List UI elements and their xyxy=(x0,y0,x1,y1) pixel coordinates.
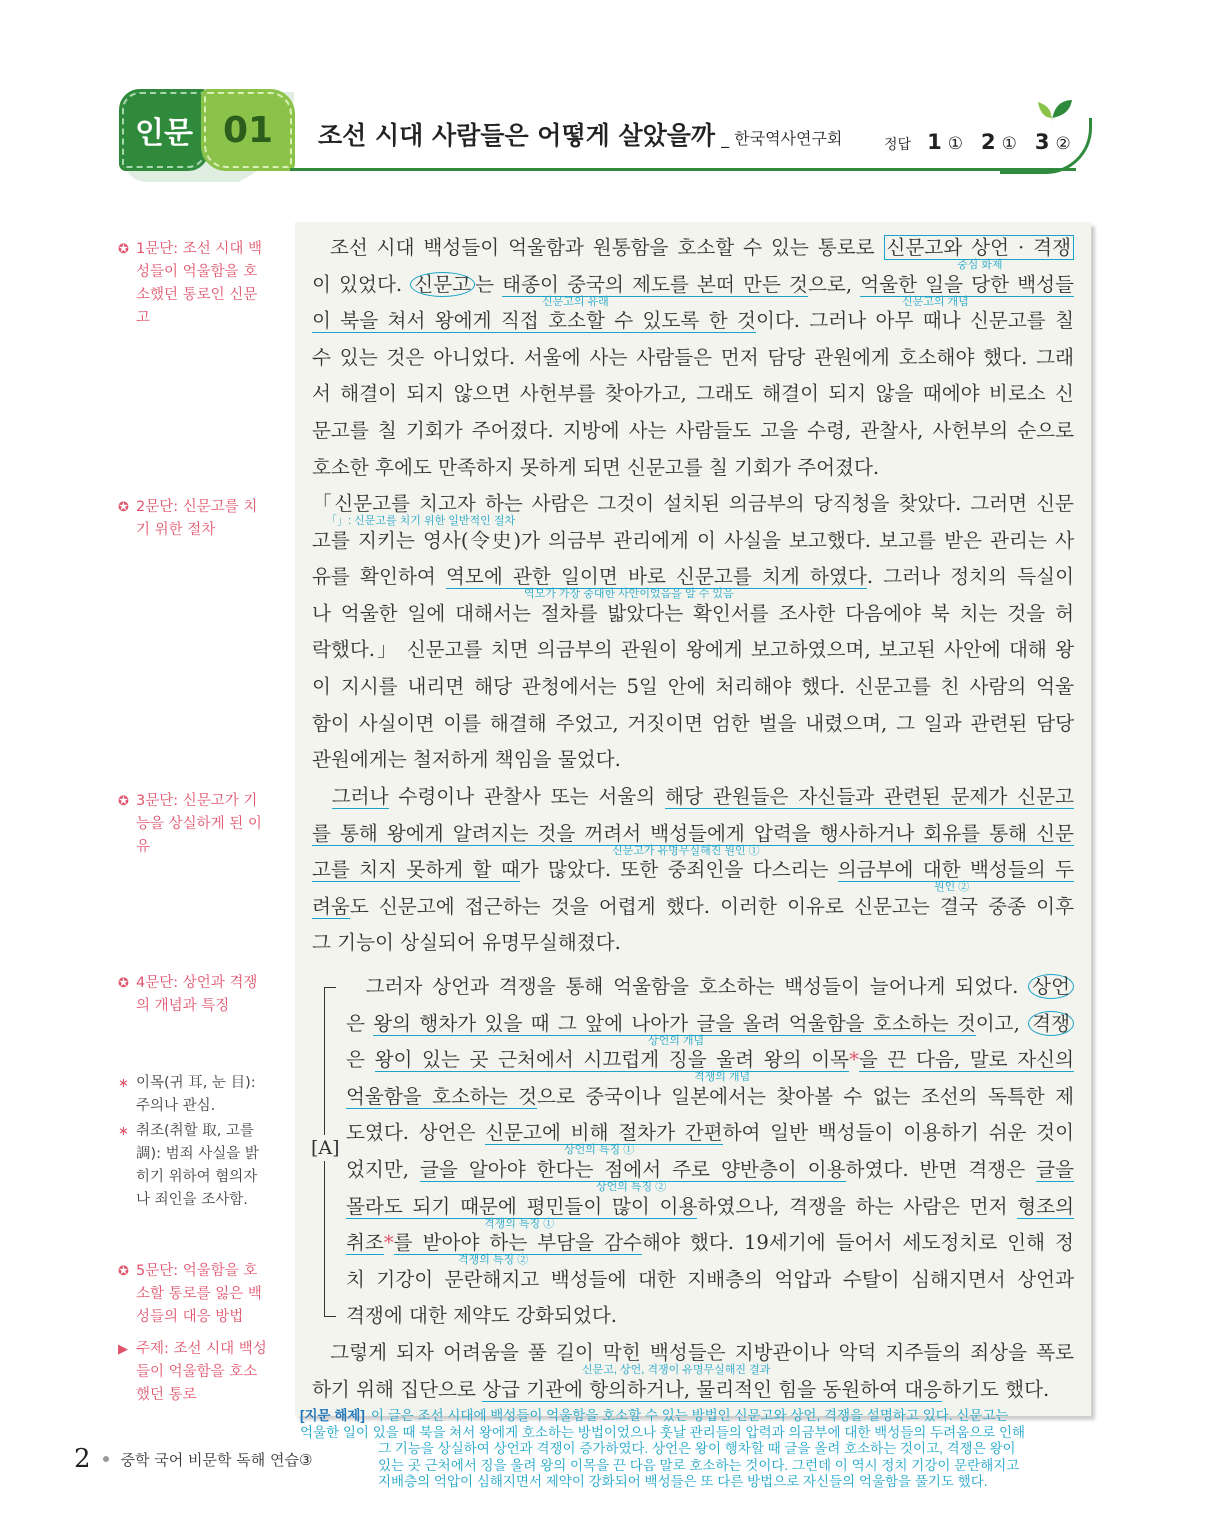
underlined-text: 을 끈 다음, 말로 자신의 xyxy=(858,1048,1074,1072)
underlined-text: 고를 치지 못하게 할 때 xyxy=(312,858,520,882)
commentary-line: 억울한 일이 있을 때 북을 쳐서 왕에게 호소하는 방법이었으나 훗날 관리들의 압력과 의금부에 대한 백성들의 두려움으로 인해 xyxy=(300,1424,1026,1440)
annotation: 격쟁의 특징 ① xyxy=(484,1217,555,1230)
title-text: 조선 시대 사람들은 어떻게 살았을까 xyxy=(318,121,716,150)
answer-key xyxy=(884,130,1083,154)
underlined-text: 왕이 있는 곳 근처에서 시끄럽게 징을 울려 왕의 이목 xyxy=(374,1048,850,1072)
underlined-text: 의금부에 대한 백성들의 두 xyxy=(837,858,1075,882)
text-run: 으로 중국이나 일본에서는 찾아볼 수 없는 조선의 독특한 제 xyxy=(537,1084,1074,1108)
underlined-text: 왕의 행차가 있을 때 그 앞에 나아가 글을 올려 억울함을 호소하는 것 xyxy=(373,1011,976,1035)
text-run: 은 xyxy=(346,1011,374,1035)
text-run: 수령이나 관찰사 또는 서울의 xyxy=(388,785,666,808)
text-line: 치 기강이 문란해지고 백성들에 대한 지배층의 억압과 수탈이 심해지면서 상언과 xyxy=(346,1267,1074,1291)
underlined-text: 형조의 xyxy=(1017,1194,1075,1218)
page-title xyxy=(318,116,842,152)
text-run: 유를 확인하여 xyxy=(312,565,446,589)
text-line xyxy=(312,559,1074,601)
summary-text: 1문단: 조선 시대 백성들이 억울함을 호소했던 통로인 신문고 xyxy=(136,241,262,326)
text-run: 그러자 상언과 격쟁을 통해 억울함을 호소하는 백성들이 늘어나게 되었다. xyxy=(365,975,1029,998)
label-a: [A] xyxy=(311,1137,340,1159)
annotation: 신문고의 개념 xyxy=(902,295,969,308)
answer-choice: ② xyxy=(1055,134,1071,154)
answer-label: 정답 xyxy=(884,137,912,153)
text-line xyxy=(312,267,1074,308)
glossary-2 xyxy=(118,1120,270,1212)
text-run: 었지만, xyxy=(346,1157,420,1181)
text-line xyxy=(312,303,1074,340)
paragraph-3 xyxy=(312,779,1074,962)
page-footer xyxy=(74,1444,312,1474)
text-run: 해야 했다. 19세기에 들어서 세도정치로 인해 정 xyxy=(641,1231,1074,1255)
commentary-line xyxy=(300,1408,1080,1425)
text-run: . 그러나 정치의 득실이 xyxy=(866,565,1074,589)
annotation: 상언의 개념 xyxy=(648,1034,705,1047)
underlined-text: 취조 xyxy=(346,1231,384,1255)
text-line: 락했다.」 신문고를 치면 의금부의 관원이 왕에게 보고하였으며, 보고된 사안에 대해 왕 xyxy=(312,638,1074,662)
text-line: 함이 사실이면 이를 해결해 주었고, 거짓이면 엄한 벌을 내렸으며, 그 일과 관련된 담당 xyxy=(312,711,1074,735)
asterisk-mark: * xyxy=(383,1231,394,1255)
paragraph-4 xyxy=(346,969,1074,1335)
sidebar-summary-1 xyxy=(118,238,270,330)
underlined-text: 그러나 xyxy=(331,785,389,808)
underlined-text: 글을 xyxy=(1036,1157,1074,1181)
text-run: 도 신문고에 접근하는 것을 어렵게 했다. 이러한 이유로 신문고는 결국 중종 이후 xyxy=(349,894,1074,918)
text-line xyxy=(312,1335,1074,1376)
annotation: 역모가 가장 중대한 사안이었음을 알 수 있음 xyxy=(524,588,734,601)
bullet-icon: ✪ xyxy=(118,500,129,515)
commentary-text: 이 글은 조선 시대에 백성들이 억울함을 호소할 수 있는 방법인 신문고와 상언, 격쟁을 설명하고 있다. 신문고는 xyxy=(370,1408,1009,1423)
text-line xyxy=(346,1189,1075,1230)
annotation: 중심 화제 xyxy=(957,259,1003,271)
text-run: 는 xyxy=(475,272,503,296)
text-line: 격쟁에 대한 제약도 강화되었다. xyxy=(346,1304,617,1328)
underlined-text: 를 받아야 하는 부담을 감수 xyxy=(393,1231,642,1255)
bullet-icon: ✪ xyxy=(118,1264,129,1279)
answer-choice: ① xyxy=(947,134,963,154)
text-line xyxy=(346,1225,1074,1267)
text-line xyxy=(312,816,1074,857)
passage-commentary xyxy=(300,1408,1080,1491)
bullet-icon: ✪ xyxy=(118,976,129,991)
lesson-number-badge: 01 xyxy=(204,92,292,168)
paragraph-1 xyxy=(312,230,1074,486)
sidebar-theme xyxy=(118,1338,270,1407)
text-line: 호소한 후에도 만족하지 못하게 되면 신문고를 칠 기회가 주어졌다. xyxy=(312,455,880,479)
bullet-icon: ✪ xyxy=(118,794,129,809)
text-run: 이고, xyxy=(975,1011,1029,1035)
commentary-line: 지배층의 억압이 심해지면서 제약이 강화되어 백성들은 또 다른 방법으로 자신들의 억울함을 풀기도 했다. xyxy=(378,1474,988,1489)
underlined-text: 억울함을 호소하는 것 xyxy=(346,1084,538,1108)
text-line xyxy=(312,486,1074,527)
answer-number: 1 xyxy=(927,130,942,154)
commentary-tag: [지문 해제] xyxy=(300,1408,365,1423)
text-run: 도였다. 상언은 xyxy=(346,1121,486,1145)
underlined-text: 신문고에 비해 절차가 간편 xyxy=(485,1121,723,1145)
circled-word: 상언 xyxy=(1028,974,1074,999)
text-line: 고를 지키는 영사(令史)가 의금부 관리에게 이 사실을 보고했다. 보고를 받은 관리는 사 xyxy=(312,528,1074,552)
sidebar-summary-2 xyxy=(118,496,270,542)
author-text: _ 한국역사연구회 xyxy=(721,129,843,148)
answer-choice: ① xyxy=(1001,134,1017,154)
annotation: 신문고, 상언, 격쟁이 유명무실해진 결과 xyxy=(582,1364,771,1376)
sidebar-summary-4 xyxy=(118,972,270,1018)
paragraph-5 xyxy=(312,1335,1074,1408)
commentary-line: 그 기능을 상실하여 상언과 격쟁이 증가하였다. 상언은 왕이 행차할 때 글을 올려 호소하는 것이고, 격쟁은 왕이 xyxy=(378,1441,1016,1456)
asterisk-icon: ∗ xyxy=(118,1124,129,1139)
text-run: 은 xyxy=(346,1048,375,1072)
text-line xyxy=(312,889,1074,926)
sprout-icon xyxy=(1030,98,1074,124)
text-line: 이 지시를 내리면 해당 관청에서는 5일 안에 처리해야 했다. 신문고를 친 사람의 억울 xyxy=(312,674,1074,698)
text-run: 하여 일반 백성들이 이용하기 쉬운 것이 xyxy=(722,1121,1075,1145)
text-run: 하였다. 반면 격쟁은 xyxy=(845,1157,1037,1181)
category-badge: 인문 xyxy=(122,92,206,168)
theme-text: 주제: 조선 시대 백성들이 억울함을 호소했던 통로 xyxy=(136,1341,267,1403)
page-number: 2 xyxy=(74,1444,91,1474)
annotation: 신문고가 유명무실해진 원인 ① xyxy=(612,844,760,857)
paragraph-2 xyxy=(312,486,1074,779)
underlined-text: 려움 xyxy=(312,894,350,918)
text-run: 하기 위해 집단으로 xyxy=(312,1377,483,1401)
text-line: 관원에게는 철저하게 책임을 물었다. xyxy=(312,748,621,772)
text-line: 수 있는 것은 아니었다. 서울에 사는 사람들은 먼저 담당 관원에게 호소해야 했다. 그래 xyxy=(312,345,1074,369)
circled-word: 신문고 xyxy=(410,272,475,297)
text-line xyxy=(312,779,1074,816)
circled-word: 격쟁 xyxy=(1028,1011,1074,1036)
text-run: 이 있었다. xyxy=(312,272,411,296)
annotation: 「」: 신문고를 치기 위한 일반적인 절차 xyxy=(326,515,516,527)
header-underline xyxy=(290,168,1076,171)
text-run: 그렇게 되자 어려움을 풀 길이 막힌 백성들은 지방관이나 악덕 지주들의 죄상을 폭로 xyxy=(330,1341,1074,1364)
summary-text: 2문단: 신문고를 치기 위한 절차 xyxy=(136,499,258,538)
triangle-icon: ▶ xyxy=(118,1342,128,1357)
text-line xyxy=(346,969,1074,1006)
annotation: 격쟁의 개념 xyxy=(694,1071,751,1084)
underlined-text: 상급 기관에 항의하거나, 물리적인 힘을 동원하여 대응 xyxy=(482,1377,943,1401)
underlined-text: 를 통해 왕에게 알려지는 것을 꺼려서 백성들에게 압력을 행사하거나 회유를 통해 신문 xyxy=(312,821,1074,845)
text-line xyxy=(346,1152,1074,1193)
underlined-text: 태종이 중국의 제도를 본떠 만든 것 xyxy=(502,272,808,296)
annotation: 신문고의 유래 xyxy=(542,295,609,308)
summary-text: 5문단: 억울함을 호소할 통로를 잃은 백성들의 대응 방법 xyxy=(136,1263,262,1325)
annotation: 격쟁의 특징 ② xyxy=(458,1254,529,1267)
bullet-icon: ✪ xyxy=(118,242,129,257)
text-run: 조선 시대 백성들이 억울함과 원통함을 호소할 수 있는 통로로 xyxy=(329,236,884,259)
underlined-text: 억울한 일을 당한 백성들 xyxy=(860,272,1074,296)
underlined-text: 해당 관원들은 자신들과 관련된 문제가 신문고 xyxy=(665,785,1074,808)
text-run: 하기도 했다. xyxy=(942,1377,1050,1401)
text-run: 으로, xyxy=(807,272,861,296)
text-run: 가 많았다. 또한 중죄인을 다스리는 xyxy=(519,858,838,882)
text-run: 하였으나, 격쟁을 하는 사람은 먼저 xyxy=(697,1194,1018,1218)
text-line xyxy=(312,852,1075,894)
text-line xyxy=(346,1079,1074,1116)
commentary-line: 있는 곳 근처에서 징을 울려 왕의 이목을 끈 다음 말로 호소하는 것이다. 그런데 이 역시 정치 기강이 문란해지고 xyxy=(378,1457,1020,1473)
glossary-text: 취조(취할 取, 고를 調): 범죄 사실을 밝히기 위하여 혐의자나 죄인을 조사함. xyxy=(136,1123,259,1208)
text-line xyxy=(346,1115,1075,1157)
annotation: 상언의 특징 ② xyxy=(596,1180,667,1193)
answer-number: 2 xyxy=(980,130,996,154)
underlined-text: 역모에 관한 일이면 바로 신문고를 치게 하였다 xyxy=(445,565,867,589)
text-line: 그 기능이 상실되어 유명무실해졌다. xyxy=(312,931,621,955)
asterisk-icon: ∗ xyxy=(118,1076,129,1091)
glossary-text: 이목(귀 耳, 눈 目): 주의나 관심. xyxy=(136,1075,256,1114)
text-line: 서 해결이 되지 않으면 사헌부를 찾아가고, 그래도 해결이 되지 않을 때에야 비로소 신 xyxy=(312,382,1074,406)
text-line: 문고를 칠 기회가 주어졌다. 지방에 사는 사람들도 고을 수령, 관찰사, 사헌부의 순으로 xyxy=(312,418,1074,442)
text-line xyxy=(312,230,1074,271)
text-line xyxy=(312,1372,1074,1409)
annotation: 상언의 특징 ① xyxy=(564,1144,635,1157)
book-title: 중학 국어 비문학 독해 연습③ xyxy=(120,1450,313,1469)
underlined-text: 이 북을 쳐서 왕에게 직접 호소할 수 있도록 한 것 xyxy=(312,309,756,333)
summary-text: 3문단: 신문고가 기능을 상실하게 된 이유 xyxy=(136,793,262,855)
underlined-text: 글을 알아야 한다는 점에서 주로 양반층이 이용 xyxy=(420,1157,846,1181)
asterisk-mark: * xyxy=(849,1048,859,1072)
footer-dot xyxy=(103,1456,109,1462)
text-line xyxy=(346,1006,1074,1047)
answer-number: 3 xyxy=(1034,130,1050,154)
glossary-1 xyxy=(118,1072,270,1118)
text-line xyxy=(346,1042,1074,1084)
sidebar-summary-5 xyxy=(118,1260,270,1329)
text-run: 이다. 그러나 아무 때나 신문고를 칠 xyxy=(755,309,1074,333)
underlined-text: 몰라도 되기 때문에 평민들이 많이 이용 xyxy=(346,1194,698,1218)
summary-text: 4문단: 상언과 격쟁의 개념과 특징 xyxy=(136,975,258,1014)
core-topic-box: 신문고와 상언 · 격쟁 xyxy=(884,235,1074,260)
annotation: 원인 ② xyxy=(934,881,970,894)
text-run: 「신문고를 치고자 하는 사람은 그것이 설치된 의금부의 당직청을 찾았다. 그러면 신문 xyxy=(312,492,1074,515)
text-line: 나 억울한 일에 대해서는 절차를 밟았다는 확인서를 조사한 다음에야 북 치는 것을 허 xyxy=(312,601,1074,625)
sidebar-summary-3 xyxy=(118,790,270,859)
